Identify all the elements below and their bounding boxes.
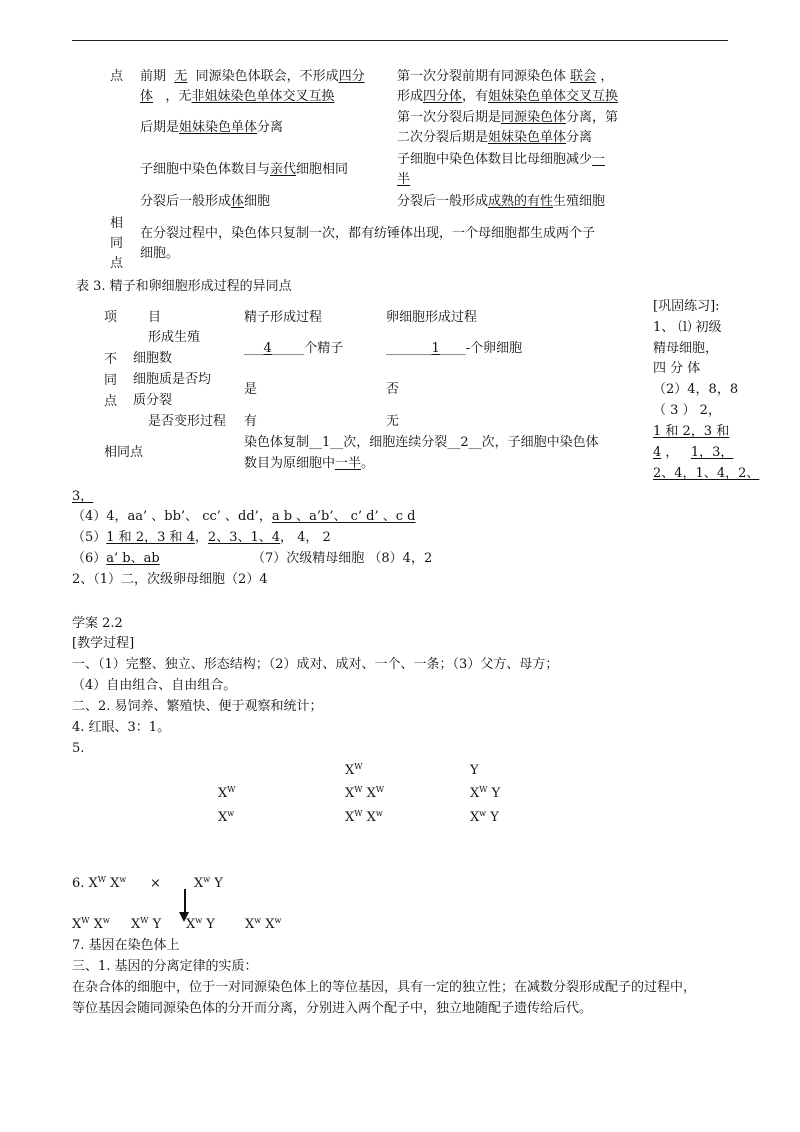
table3-title: 表 3. 精子和卵细胞形成过程的异同点	[76, 279, 292, 294]
case-line1: 一、（1）完整、独立、形态结构；（2）成对、成对、一个、一条；（3）父方、母方；	[72, 657, 559, 672]
punnett-row2: $X^w$	[218, 809, 235, 825]
offspring-1: $X^W$ $X^w$	[72, 916, 110, 932]
meiosis-prophase-line2: 形成四分体，有姐妹染色单体交叉互换	[397, 89, 619, 104]
row3-label: 是否变形过程	[148, 414, 227, 429]
case-line2: （4）自由组合、自由组合。	[72, 678, 237, 693]
side-l4: 四 分 体	[653, 361, 701, 376]
tail-line7: 7. 基因在染色体上	[72, 938, 180, 953]
answer-6: （6）a’ b、ab	[72, 551, 160, 566]
punnett-col1: $X^W$	[345, 762, 363, 778]
case-line4: 4. 红眼、3：1。	[72, 720, 171, 735]
mitosis-daughter-count: 子细胞中染色体数目与亲代细胞相同	[140, 162, 349, 177]
tail-line10: 等位基因会随同源染色体的分开而分离，分别进入两个配子中，独立地随配子遗传给后代。	[72, 1001, 593, 1016]
header-egg: 卵细胞形成过程	[386, 310, 478, 325]
header-mu: 目	[148, 310, 162, 325]
row1-egg: _______1____-个卵细胞	[386, 341, 523, 356]
offspring-3: $X^w$ Y	[186, 916, 215, 932]
punnett-cell-11: $X^W$ $X^W$	[345, 785, 385, 801]
meiosis-result: 分裂后一般形成成熟的有性生殖细胞	[397, 194, 606, 209]
answer-2: 2、（1）二，次级卵母细胞（2）4	[72, 572, 268, 587]
teaching-process: [教学过程]	[72, 636, 135, 651]
meiosis-daughter-count-line1: 子细胞中染色体数目比母细胞减少一	[397, 152, 606, 167]
mitosis-anaphase: 后期是姐妹染色单体分离	[140, 120, 284, 135]
punnett-row1: $X^W$	[218, 785, 236, 801]
answer-5: （5）1 和 2，3 和 4，2、3、1、4， 4， 2	[72, 530, 331, 545]
row1-sperm: ___4_____个精子	[244, 341, 344, 356]
row1-label-b: 细胞数	[133, 351, 173, 366]
answer-7-8: （7）次级精母细胞 （8）4，2	[252, 551, 433, 566]
side-l2: 1、 ⑴ 初级	[653, 320, 722, 335]
meiosis-anaphase-line1: 第一次分裂后期是同源染色体分离，第	[397, 110, 619, 125]
side-l6: （ 3 ） 2，	[653, 403, 721, 418]
side-l1: [巩固练习]:	[653, 299, 720, 314]
case-line5: 5.	[72, 741, 85, 756]
same-label-1: 相	[110, 216, 124, 231]
tail-line8: 三、1. 基因的分离定律的实质：	[72, 959, 258, 974]
side-l7: 1 和 2，3 和	[653, 424, 730, 439]
same-text-line1: 在分裂过程中，染色体只复制一次，都有纺锤体出现，一个母细胞都生成两个子	[140, 226, 596, 241]
header-sperm: 精子形成过程	[244, 310, 323, 325]
punnett-cell-22: $X^w$ Y	[470, 809, 499, 825]
punnett-cell-12: $X^W$ Y	[470, 785, 501, 801]
cross-female: 6. $X^W$ $X^w$	[72, 875, 127, 891]
same-label-2: 同	[110, 236, 124, 251]
offspring-2: $X^W$ Y	[131, 916, 162, 932]
tail-line9: 在杂合体的细胞中，位于一对同源染色体上的等位基因，具有一定的独立性；在减数分裂形成配子的过程中，	[72, 980, 697, 995]
side-l3: 精母细胞，	[653, 341, 719, 356]
case-title: 学案 2.2	[72, 616, 123, 631]
row3-sperm: 有	[244, 414, 258, 429]
row1-label-a: 形成生殖	[148, 330, 201, 345]
offspring-4: $X^w$ $X^w$	[245, 916, 282, 932]
side-bu: 不	[104, 352, 118, 367]
punnett-cell-21: $X^W$ $X^w$	[345, 809, 383, 825]
cross-male: $X^w$ Y	[194, 875, 223, 891]
same-label-3: 点	[110, 256, 124, 271]
header-xiang: 项	[104, 310, 118, 325]
meiosis-daughter-count-line2: 半	[397, 172, 411, 187]
mitosis-prophase-line2: 体 ，无非姐妹染色单体交叉互换	[140, 89, 335, 104]
same-label: 相同点	[104, 445, 144, 460]
same-line1: 染色体复制__1__次，细胞连续分裂__2__次，子细胞中染色体	[244, 435, 599, 450]
side-l9: 2、4，1、4，2、	[653, 466, 760, 481]
top-rule	[72, 40, 728, 41]
case-line3: 二、2. 易饲养、繁殖快、便于观察和统计；	[72, 699, 323, 714]
mitosis-result: 分裂后一般形成体细胞	[140, 194, 271, 209]
row2-label-b: 质分裂	[133, 393, 173, 408]
row2-egg: 否	[386, 382, 400, 397]
meiosis-anaphase-line2: 二次分裂后期是姐妹染色单体分离	[397, 130, 593, 145]
row3-egg: 无	[386, 414, 400, 429]
answer-3: 3，	[72, 489, 94, 504]
side-l5: （2）4，8，8	[653, 382, 739, 397]
same-text-line2: 细胞。	[140, 246, 180, 261]
side-tong: 同	[104, 373, 118, 388]
row2-label-a: 细胞质是否均	[133, 372, 212, 387]
side-dian: 点	[104, 394, 118, 409]
punnett-col2: Y	[470, 763, 479, 778]
side-l8: 4 ， 1，3，	[653, 445, 734, 460]
same-line2: 数目为原细胞中一半。	[244, 456, 375, 471]
row2-sperm: 是	[244, 382, 258, 397]
cross-times: ×	[150, 876, 161, 891]
mitosis-prophase-line1: 前期 无 同源染色体联会，不形成四分	[140, 69, 365, 84]
meiosis-prophase-line1: 第一次分裂前期有同源染色体 联会 ，	[397, 69, 614, 84]
answer-4: （4）4，aa’ 、bb’、 cc’ 、dd’，a b 、a’b’、 c’ d’ 、c d	[72, 509, 416, 524]
dian-label: 点	[110, 69, 124, 84]
